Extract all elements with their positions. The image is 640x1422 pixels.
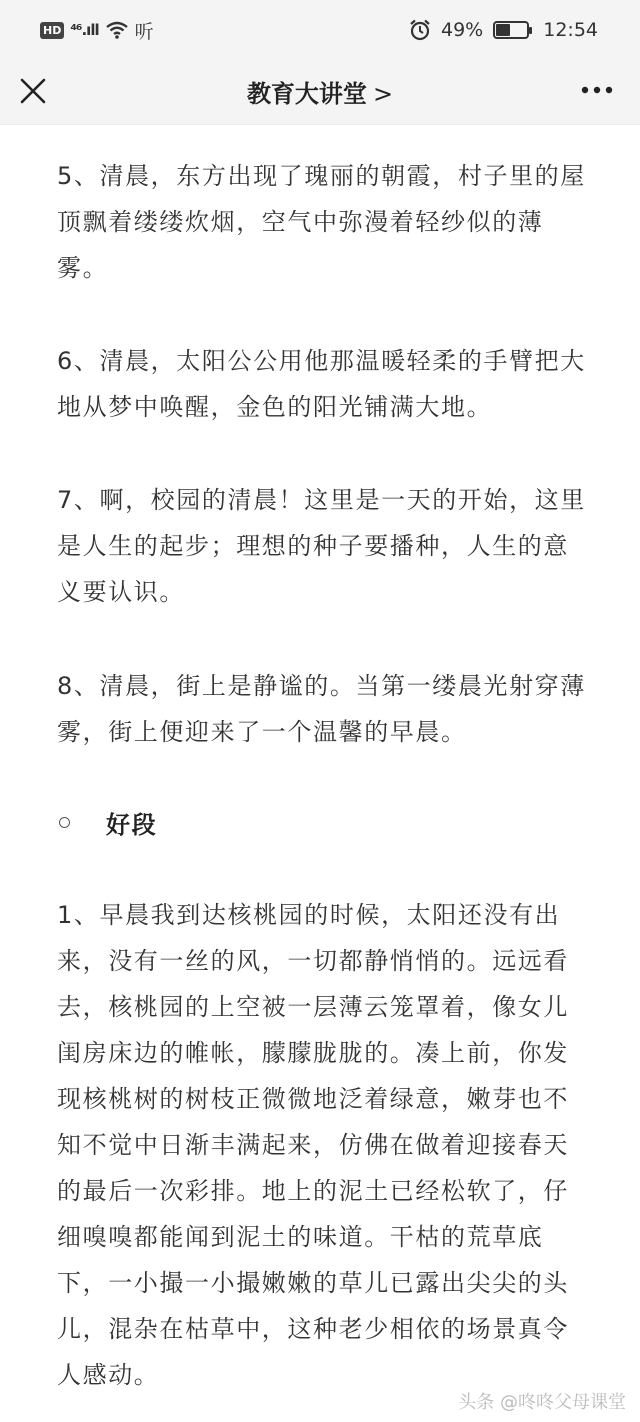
- battery-level: [496, 24, 510, 36]
- nav-bar: [0, 62, 640, 125]
- clock: 12:54: [543, 19, 598, 41]
- status-right: [409, 16, 598, 44]
- listen-icon: 听: [134, 20, 154, 43]
- signal-icon: ⁴⁶.ıll: [70, 21, 99, 39]
- bullet-icon: [59, 817, 70, 828]
- wifi-icon: [105, 20, 129, 40]
- paragraph: 8、清晨，街上是静谧的。当第一缕晨光射穿薄雾，街上便迎来了一个温馨的早晨。: [57, 672, 586, 746]
- article-content: [0, 125, 640, 1422]
- paragraph: 6、清晨，太阳公公用他那温暖轻柔的手臂把大地从梦中唤醒，金色的阳光铺满大地。: [57, 347, 586, 421]
- status-bar: [0, 0, 640, 62]
- status-left: [40, 16, 154, 44]
- section-heading: [57, 805, 157, 840]
- paragraph: 1、早晨我到达核桃园的时候，太阳还没有出来，没有一丝的风，一切都静悄悄的。远远看去，核桃园的上空被一层薄云笼罩着，像女儿闺房床边的帷帐，朦朦胧胧的。凑上前，你发现核桃树的树枝正微微地泛着绿意，嫩芽也不知不觉中日渐丰满起来，仿佛在做着迎接春天的最后一次彩排。地上的泥土已经松软了，仔细嗅嗅都能闻到泥土的味道。干枯的荒草底下，一小撮一小撮嫩嫩的草儿已露出尖尖的头儿，混杂在枯草中，这种老少相依的场景真令人感动。: [57, 901, 569, 1389]
- alarm-icon: [409, 19, 431, 41]
- section-heading-label: 好段: [106, 811, 158, 839]
- account-name[interactable]: 教育大讲堂: [246, 80, 367, 108]
- battery-percent: 49%: [441, 19, 484, 41]
- chevron-right-icon: >: [372, 80, 394, 108]
- battery-icon: [493, 21, 529, 39]
- hd-badge: HD: [40, 22, 64, 39]
- paragraph: 5、清晨，东方出现了瑰丽的朝霞，村子里的屋顶飘着缕缕炊烟，空气中弥漫着轻纱似的薄雾。: [57, 162, 586, 282]
- more-icon[interactable]: [580, 78, 614, 102]
- watermark: 头条 @咚咚父母课堂: [458, 1392, 626, 1413]
- paragraph: 7、啊，校园的清晨！这里是一天的开始，这里是人生的起步；理想的种子要播种，人生的意义要认识。: [57, 486, 586, 606]
- page-title[interactable]: [0, 74, 640, 109]
